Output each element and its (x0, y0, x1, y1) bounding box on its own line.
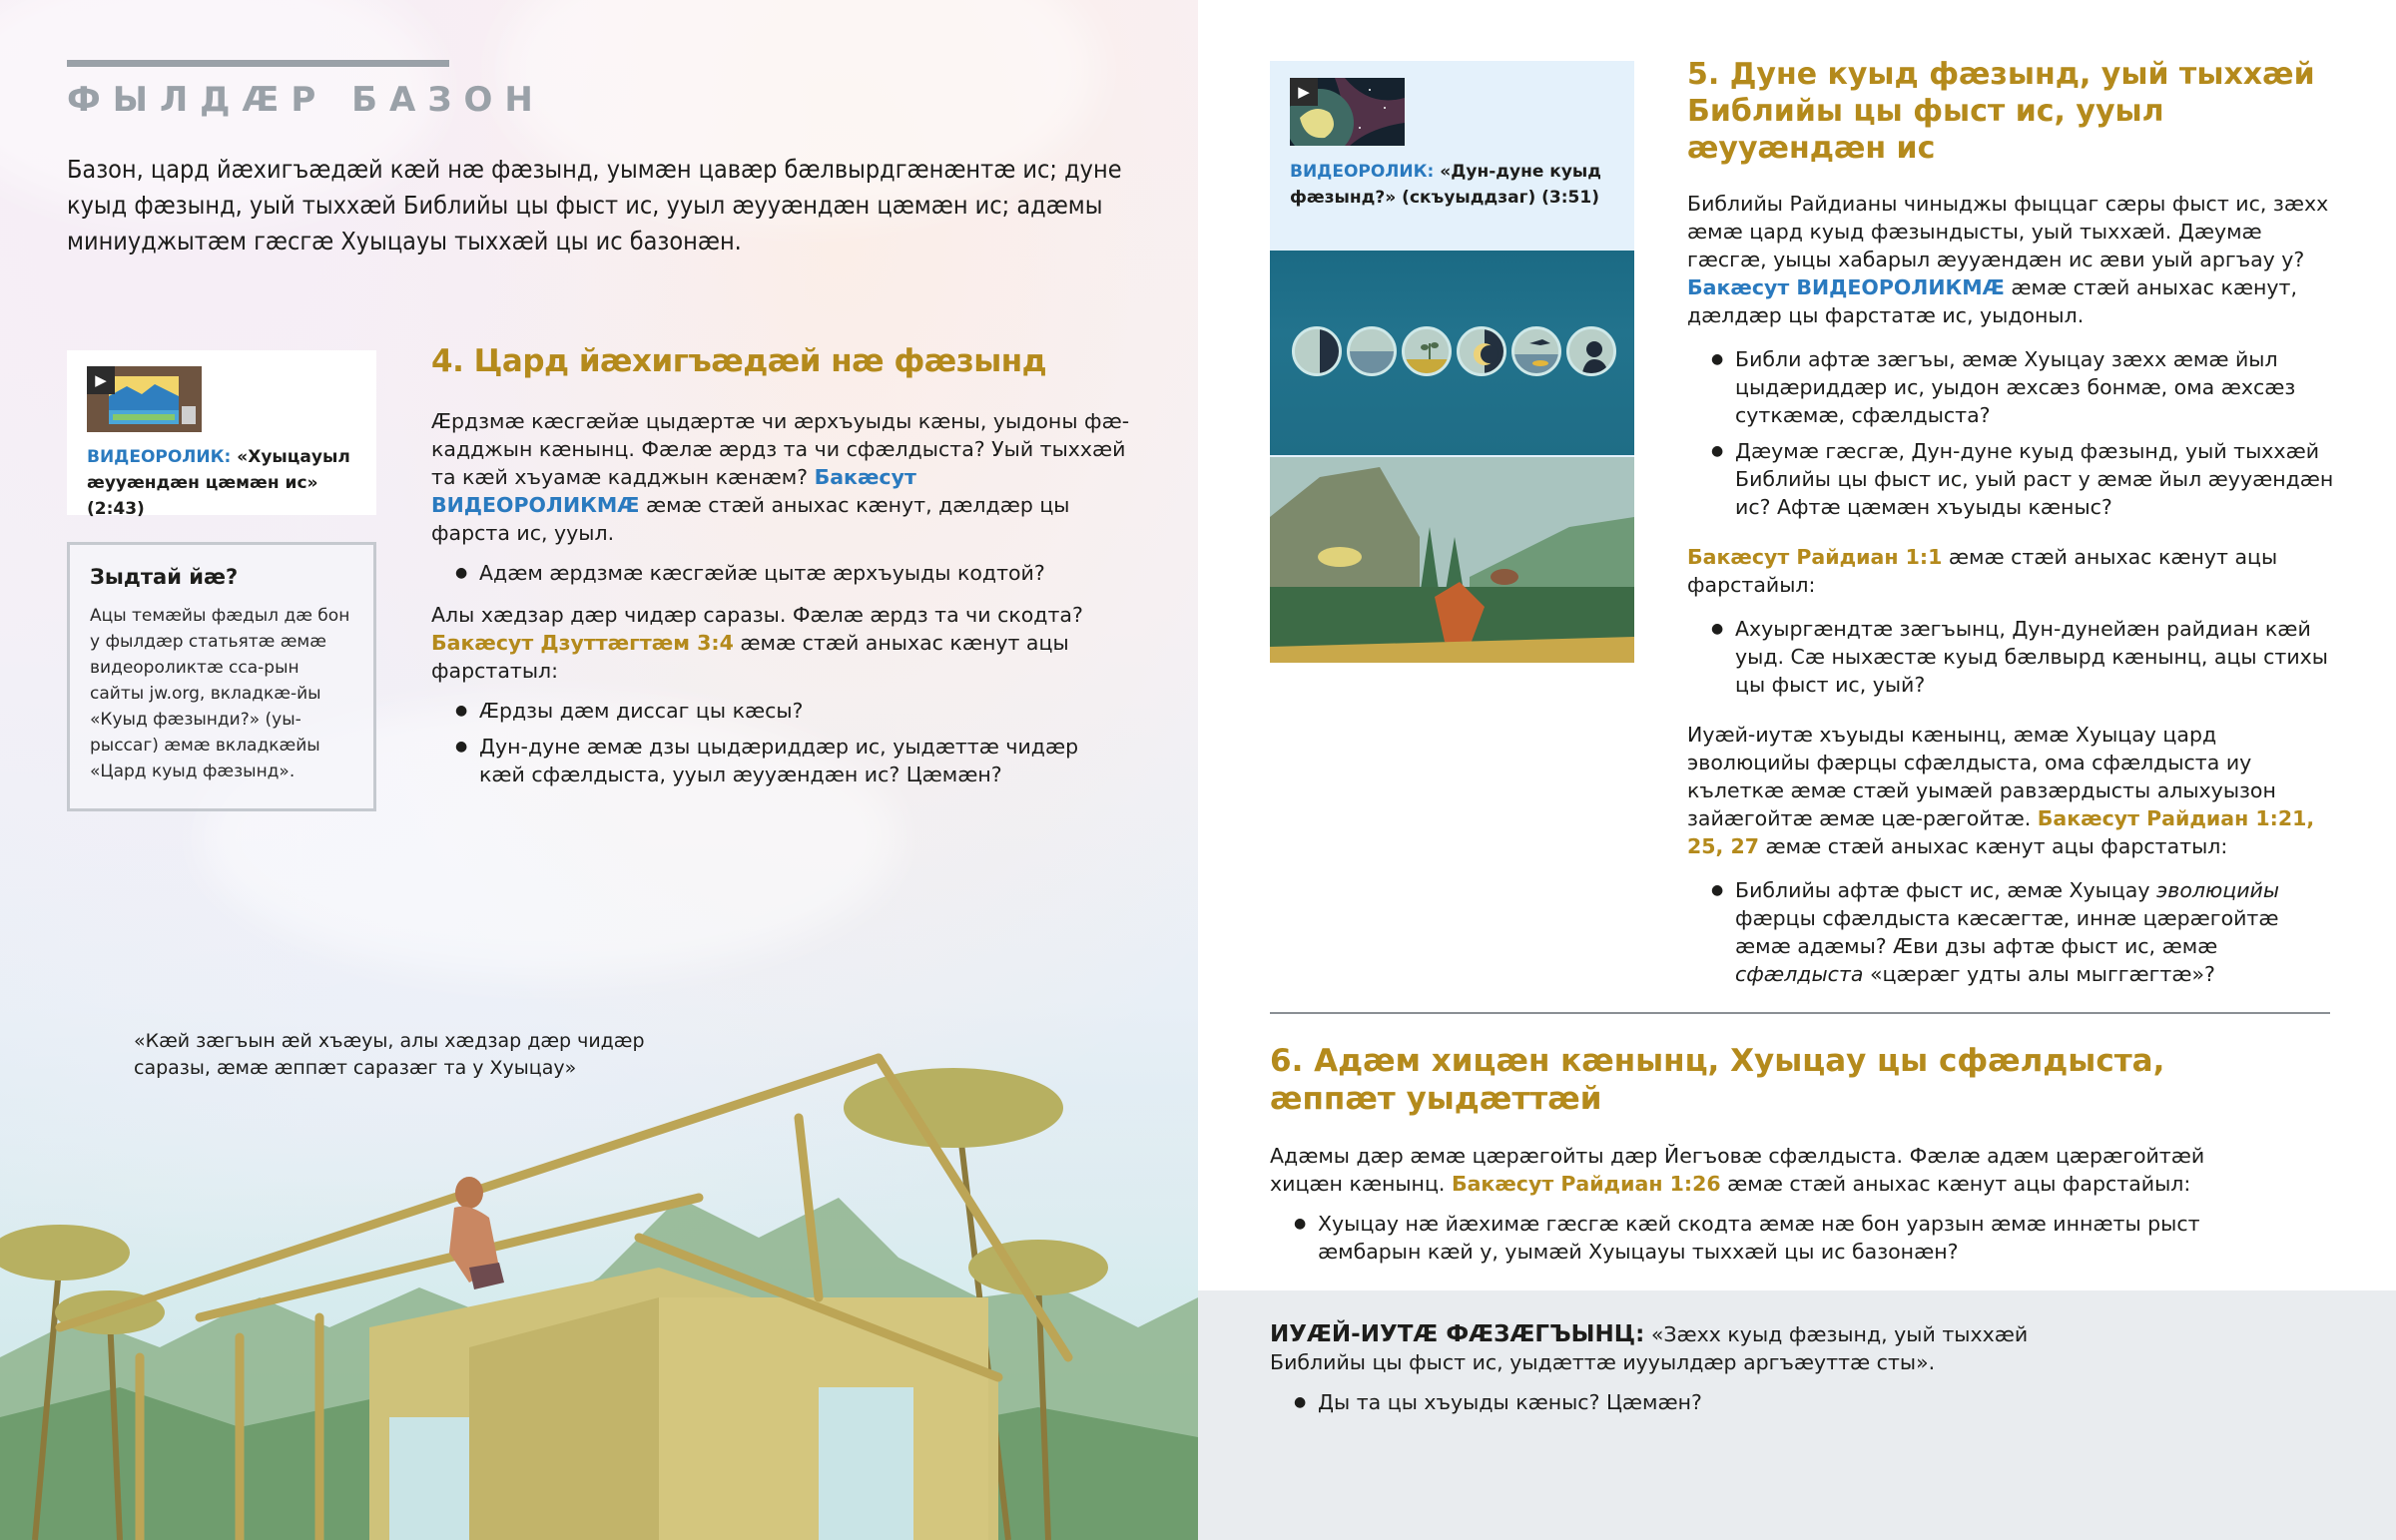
scripture-link[interactable]: Бакæсут Райдиан 1:1 (1687, 545, 1943, 569)
video-caption[interactable] (1290, 159, 1609, 211)
section-6-body (1270, 1142, 2268, 1280)
summary-text: «Зæхх куыд фæзынд, уый тыххæй Библийы цы фыст ис, уыдæттæ иууылдæр аргъæуттæ сты». (1270, 1322, 2029, 1374)
question-item: ● Адæм æрдзмæ кæсгæйæ цытæ æрхъуыды кодтой? (431, 559, 1130, 587)
section-6-title: 6. Адæм хицæн кæнынц, Хуыцау цы сфæлдыста, æппæт уыдæттæй (1270, 1043, 2165, 1117)
text: æмæ стæй аныхас кæнут ацы фарстатыл: (1758, 834, 2228, 858)
illustration-caption: «Кæй зæгъын æй хъæуы, алы хæдзар дæр чидæр саразы, æмæ æппæт саразæг та у Хуыцау» (134, 1030, 645, 1079)
text: æмæ стæй аныхас кæнут ацы фарстайыл: (1720, 1172, 2191, 1196)
read-video-link[interactable]: Бакæсут ВИДЕОРОЛИКМÆ (1687, 275, 2005, 299)
section-4-title: 4. Цард йæхигъæдæй нæ фæзынд (431, 343, 1047, 379)
emphasis-text: сфæлдыста (1735, 962, 1864, 986)
play-icon[interactable]: ▶ (1290, 78, 1318, 106)
video-title[interactable]: «Дун-дуне куыд фæзынд?» (скъуыддзаг) (3:51) (1290, 162, 1601, 208)
section-kicker: ФЫЛДÆР БАЗОН (67, 80, 545, 120)
summary-questions (1270, 1388, 2324, 1416)
intro-paragraph: Базон, цард йæхигъæдæй кæй нæ фæзынд, уымæн цавæр бæлвырдгæнæнтæ ис; дуне куыд фæзынд, уый тыххæй Библийы цы фыст ис, ууыл æууæндæн цæмæн ис; адæмы миниуджытæм гæсгæ Хуыцауы тыххæй цы ис базонæн. (67, 155, 1122, 256)
text: Библийы Райдианы чиныджы фыццаг сæры фыст ис, зæхх æмæ цард куыд фæзындысты, уый тыххæй. Дæумæ гæсгæ, уыцы хабарыл æууæндæн ис æви уый аргъау у? (1687, 192, 2329, 271)
section-5-paragraph-2 (1687, 543, 2336, 599)
video-card[interactable] (67, 350, 376, 519)
text: Æрдзмæ кæсгæйæ цыдæртæ чи æрхъуыды кæны, уыдоны фæ-кадджын кæнынц. Фæлæ æрдз та чи сфæлдыста? Уый тыххæй та кæй хъуамæ кадджын кæнæм? (431, 409, 1130, 489)
section-5-body (1687, 190, 2336, 1002)
water-sky-icon (1347, 326, 1397, 376)
text: Адæмы дæр æмæ цæрæгойты дæр Йегъовæ сфæлдыста. Фæлæ адæм цæрæгойтæй хицæн кæнынц. (1270, 1144, 2205, 1196)
aside-text: Ацы темæйы фæдыл дæ бон у фылдæр статьятæ æмæ видеороликтæ сса-рын сайты jw.org, вкладкæ-йы «Куыд фæзынди?» (уы-рыссаг) æмæ вкладкæйы «Цард куыд фæзынд». (90, 606, 350, 781)
question-item: ● Дун-дуне æмæ дзы цыдæриддæр ис, уыдæттæ чидæр кæй сфæлдыста, ууыл æууæндæн ис? Цæмæн? (431, 733, 1130, 788)
video-caption[interactable] (87, 444, 356, 522)
text: æмæ стæй аныхас кæнут, дæлдæр цы фарстатæ ис, уыдоныл. (1687, 275, 2297, 327)
did-you-know-box (67, 542, 376, 811)
question-item (1687, 876, 2336, 988)
emphasis-text: эволюцийы (2156, 878, 2280, 902)
section-4-questions-2 (431, 697, 1130, 788)
question-item: ● Библи афтæ зæгъы, æмæ Хуыцау зæхх æмæ йыл цыдæриддæр ис, уыдон æхсæз бонмæ, ома æхсæз суткæмæ, сфæлдыста? (1687, 345, 2336, 429)
read-video-link[interactable]: Бакæсут ВИДЕОРОЛИКМÆ (431, 465, 916, 517)
text: «цæрæг удты алы мыггæгтæ»? (1863, 962, 2215, 986)
play-icon[interactable]: ▶ (87, 366, 115, 394)
summary-label: ИУÆЙ-ИУТÆ ФÆЗÆГЪЫНЦ: (1270, 1321, 1645, 1347)
sun-moon-icon (1457, 326, 1506, 376)
video-label: ВИДЕОРОЛИК: (1290, 162, 1435, 182)
plant-icon (1402, 326, 1452, 376)
video-thumbnail[interactable] (1290, 78, 1405, 146)
bird-fish-icon (1511, 326, 1561, 376)
question-item: ● Хуыцау нæ йæхимæ гæсгæ кæй скодта æмæ нæ бон уарзын æмæ иннæты рыст æмбарын кæй у, уымæй Хуыцауы тыххæй цы ис базонæн? (1270, 1210, 2268, 1266)
scripture-link[interactable]: Бакæсут Райдиан 1:26 (1451, 1172, 1721, 1196)
light-dark-icon (1292, 326, 1342, 376)
creation-landscape-image (1270, 457, 1634, 663)
section-6-paragraph-1 (1270, 1142, 2268, 1198)
summary-paragraph (1270, 1320, 2029, 1376)
section-5-questions-3 (1687, 876, 2336, 988)
section-4-paragraph-1 (431, 407, 1130, 547)
section-6-questions (1270, 1210, 2268, 1266)
video-thumbnail[interactable] (87, 366, 202, 432)
section-divider (1270, 1012, 2330, 1014)
text: Библийы афтæ фыст ис, æмæ Хуыцау (1735, 878, 2156, 902)
right-page (1198, 0, 2396, 1540)
human-silhouette-icon (1566, 326, 1616, 376)
text: æмæ стæй аныхас кæнут ацы фарстатыл: (431, 631, 1069, 683)
scripture-link[interactable]: Бакæсут Дзуттæгтæм 3:4 (431, 631, 734, 655)
text: æмæ стæй аныхас кæнут, дæлдæр цы фарста ис, ууыл. (431, 493, 1070, 545)
question-item: ● Дæумæ гæсгæ, Дун-дуне куыд фæзынд, уый тыххæй Библийы цы фыст ис, уый раст у æмæ йыл æууæндæн ис? Афтæ цæмæн хъуыды кæныс? (1687, 437, 2336, 521)
text: æмæ стæй аныхас кæнут ацы фарстайыл: (1687, 545, 2278, 597)
text: Иуæй-иутæ хъуыды кæнынц, æмæ Хуыцау цард эволюцийы фæрцы сфæлдыста, ома сфæлдыста иу кълеткæ æмæ стæй уымæй равзæрдысты алыхуызон зайæгойтæ æмæ цæ-рæгойтæ. (1687, 723, 2276, 830)
section-5-paragraph-3 (1687, 721, 2336, 860)
question-item: ● Æрдзы дæм диссаг цы кæсы? (431, 697, 1130, 725)
section-kicker-bar (67, 60, 449, 67)
text: фæрцы сфæлдыста кæсæгтæ, иннæ цæрæгойтæ æмæ адæмы? Æви дзы афтæ фыст ис, æмæ (1735, 906, 2279, 958)
section-5-paragraph-1 (1687, 190, 2336, 329)
some-people-say-box (1198, 1290, 2396, 1540)
section-4-paragraph-2 (431, 601, 1130, 685)
video-label: ВИДЕОРОЛИК: (87, 447, 232, 467)
question-item: ● Ахуыргæндтæ зæгъынц, Дун-дунейæн райдиан кæй уыд. Сæ ныхæстæ куыд бæлвырд кæнынц, ацы стихы цы фыст ис, уый? (1687, 615, 2336, 699)
question-item: ● Ды та цы хъуыды кæныс? Цæмæн? (1270, 1388, 2324, 1416)
section-4-body (431, 407, 1130, 802)
creation-days-band (1270, 251, 1634, 455)
aside-title: Зыдтай йæ? (90, 565, 239, 589)
section-5-title: 5. Дуне куыд фæзынд, уый тыххæй Библийы цы фыст ис, ууыл æууæндæн ис (1687, 57, 2315, 166)
text: Алы хæдзар дæр чидæр саразы. Фæлæ æрдз та чи скодта? (431, 603, 1083, 627)
section-5-questions-2 (1687, 615, 2336, 699)
video-title[interactable]: «Хуыцауыл æууæндæн цæмæн ис» (2:43) (87, 447, 350, 519)
scripture-link[interactable]: Бакæсут Райдиан 1:21, 25, 27 (1687, 806, 2315, 858)
section-4-questions-1 (431, 559, 1130, 587)
section-5-questions-1 (1687, 345, 2336, 521)
video-panel[interactable] (1270, 61, 1634, 663)
